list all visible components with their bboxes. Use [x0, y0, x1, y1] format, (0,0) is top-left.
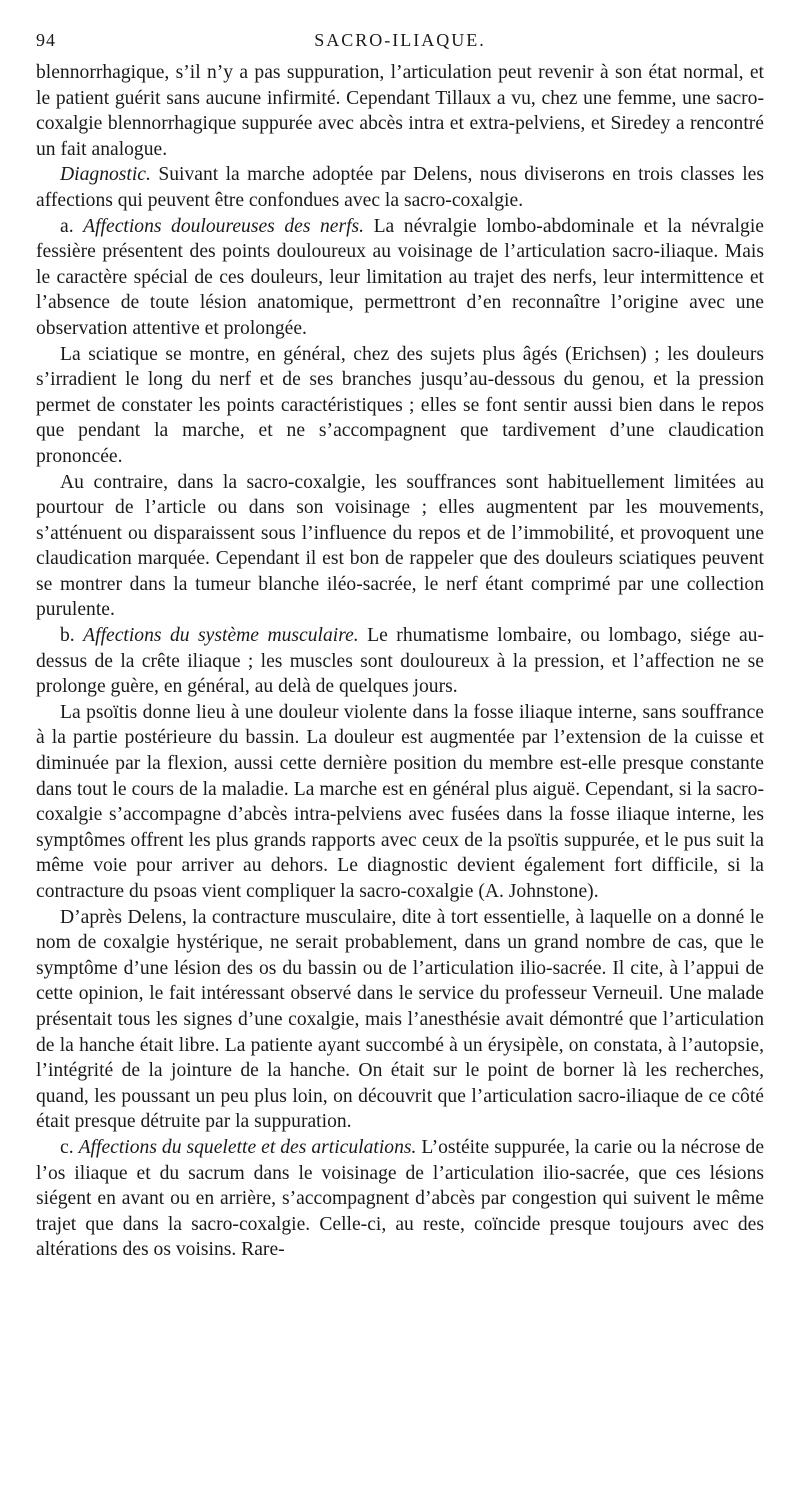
paragraph-text: Suivant la marche adoptée par Delens, nous diviserons en trois classes les affections qui peuvent être confondues avec la sacro-coxalgie. [36, 164, 764, 211]
paragraph-continuation [36, 60, 764, 162]
body-text [36, 60, 764, 1263]
page-number: 94 [36, 30, 56, 50]
paragraph-text: Au contraire, dans la sacro-coxalgie, les souffrances sont habituellement limitées au pourtour de l’article ou dans son voisinage ; elles augmentent par les mouvements, s’atténuent ou disparaissent sous l’influence du repos et de l’immobilité, et provoquent une claudication marquée. Cependant il est bon de rappeler que des douleurs sciatiques peuvent se montrer dans la tumeur blanche iléo-sacrée, le nerf étant comprimé par une collection purulente. [36, 471, 764, 621]
subsection-heading-nerves: Affections douloureuses des nerfs. [83, 215, 365, 237]
page-header [36, 30, 764, 60]
paragraph-nerves [36, 214, 764, 342]
subsection-heading-muscular: Affections du système musculaire. [83, 625, 359, 647]
paragraph-sciatica [36, 342, 764, 470]
item-label-a: a. [60, 215, 84, 237]
paragraph-text: blennorrhagique, s’il n’y a pas suppuration, l’articulation peut revenir à son état normal, et le patient guérit sans aucune infirmité. Cependant Tillaux a vu, chez une femme, une sacro-coxalgie blennorrhagique suppurée avec abcès intra et extra-pelviens, et Siredey a rencontré un fait analogue. [36, 62, 764, 160]
paragraph-text: Le rhumatisme lombaire, ou lombago, siége au-dessus de la crête iliaque ; les muscles sont douloureux à la pression, et l’affection ne se prolonge guère, en général, au delà de quelques jours. [36, 625, 765, 698]
paragraph-muscular [36, 623, 764, 700]
subsection-heading-skeleton: Affections du squelette et des articulations. [78, 1136, 417, 1158]
paragraph-diagnostic [36, 162, 764, 213]
paragraph-text: La névralgie lombo-abdominale et la névralgie fessière présentent des points douloureux au voisinage de l’articulation sacro-iliaque. Mais le caractère spécial de ces douleurs, leur limitation au trajet des nerfs, leur intermittence et l’absence de toute lésion anatomique, permettront d’en reconnaître l’origine avec une observation attentive et prolongée. [36, 215, 764, 339]
item-label-c: c. [60, 1136, 79, 1158]
paragraph-contrary [36, 470, 764, 624]
paragraph-text: D’après Delens, la contracture musculaire, dite à tort essentielle, à laquelle on a donné le nom de coxalgie hystérique, ne serait probablement, dans un grand nombre de cas, que le symptôme d’une lésion des os du bassin ou de l’articulation ilio-sacrée. Il cite, à l’appui de cette opinion, le fait intéressant observé dans le service du professeur Verneuil. Une malade présentait tous les signes d’une coxalgie, mais l’anesthésie avait démontré que l’articulation de la hanche était libre. La patiente ayant succombé à un érysipèle, on constata, à l’autopsie, l’intégrité de la jointure de la hanche. On était sur le point de borner là les recherches, quand, les poussant un peu plus loin, on découvrit que l’articulation sacro-iliaque de ce côté était presque détruite par la suppuration. [36, 906, 764, 1133]
item-label-b: b. [60, 625, 84, 647]
book-page [36, 30, 764, 1263]
paragraph-text: La psoïtis donne lieu à une douleur violente dans la fosse iliaque interne, sans souffrance à la partie postérieure du bassin. La douleur est augmentée par l’extension de la cuisse et diminuée par la flexion, aussi cette dernière position du membre est-elle presque constante dans tout le cours de la maladie. La marche est en général plus aiguë. Cependant, si la sacro-coxalgie s’accompagne d’abcès intra-pelviens avec fusées dans la fosse iliaque interne, les symptômes offrent les plus grands rapports avec ceux de la psoïtis suppurée, et le pus suit la même voie pour arriver au dehors. Le diagnostic devient également fort difficile, si la contracture du psoas vient compliquer la sacro-coxalgie (A. Johnstone). [36, 701, 764, 902]
paragraph-delens [36, 905, 764, 1135]
paragraph-text: L’ostéite suppurée, la carie ou la nécrose de l’os iliaque et du sacrum dans le voisinage de l’articulation ilio-sacrée, que ces lésions siégent en avant ou en arrière, s’accompagnent d’abcès par congestion qui suivent le même trajet que dans la sacro-coxalgie. Celle-ci, au reste, coïncide presque toujours avec des altérations des os voisins. Rare- [36, 1136, 765, 1261]
paragraph-skeleton [36, 1135, 764, 1263]
running-title: SACRO-ILIAQUE. [314, 30, 486, 50]
paragraph-psoitis [36, 700, 764, 905]
paragraph-text: La sciatique se montre, en général, chez des sujets plus âgés (Erichsen) ; les douleurs s’irradient le long du nerf et de ses branches jusqu’au-dessous du genou, et la pression permet de constater les points caractéristiques ; elles se font sentir aussi bien dans le repos que pendant la marche, et ne s’accompagnent que tardivement d’une claudication prononcée. [36, 343, 764, 467]
section-heading-diagnostic: Diagnostic. [60, 164, 151, 186]
